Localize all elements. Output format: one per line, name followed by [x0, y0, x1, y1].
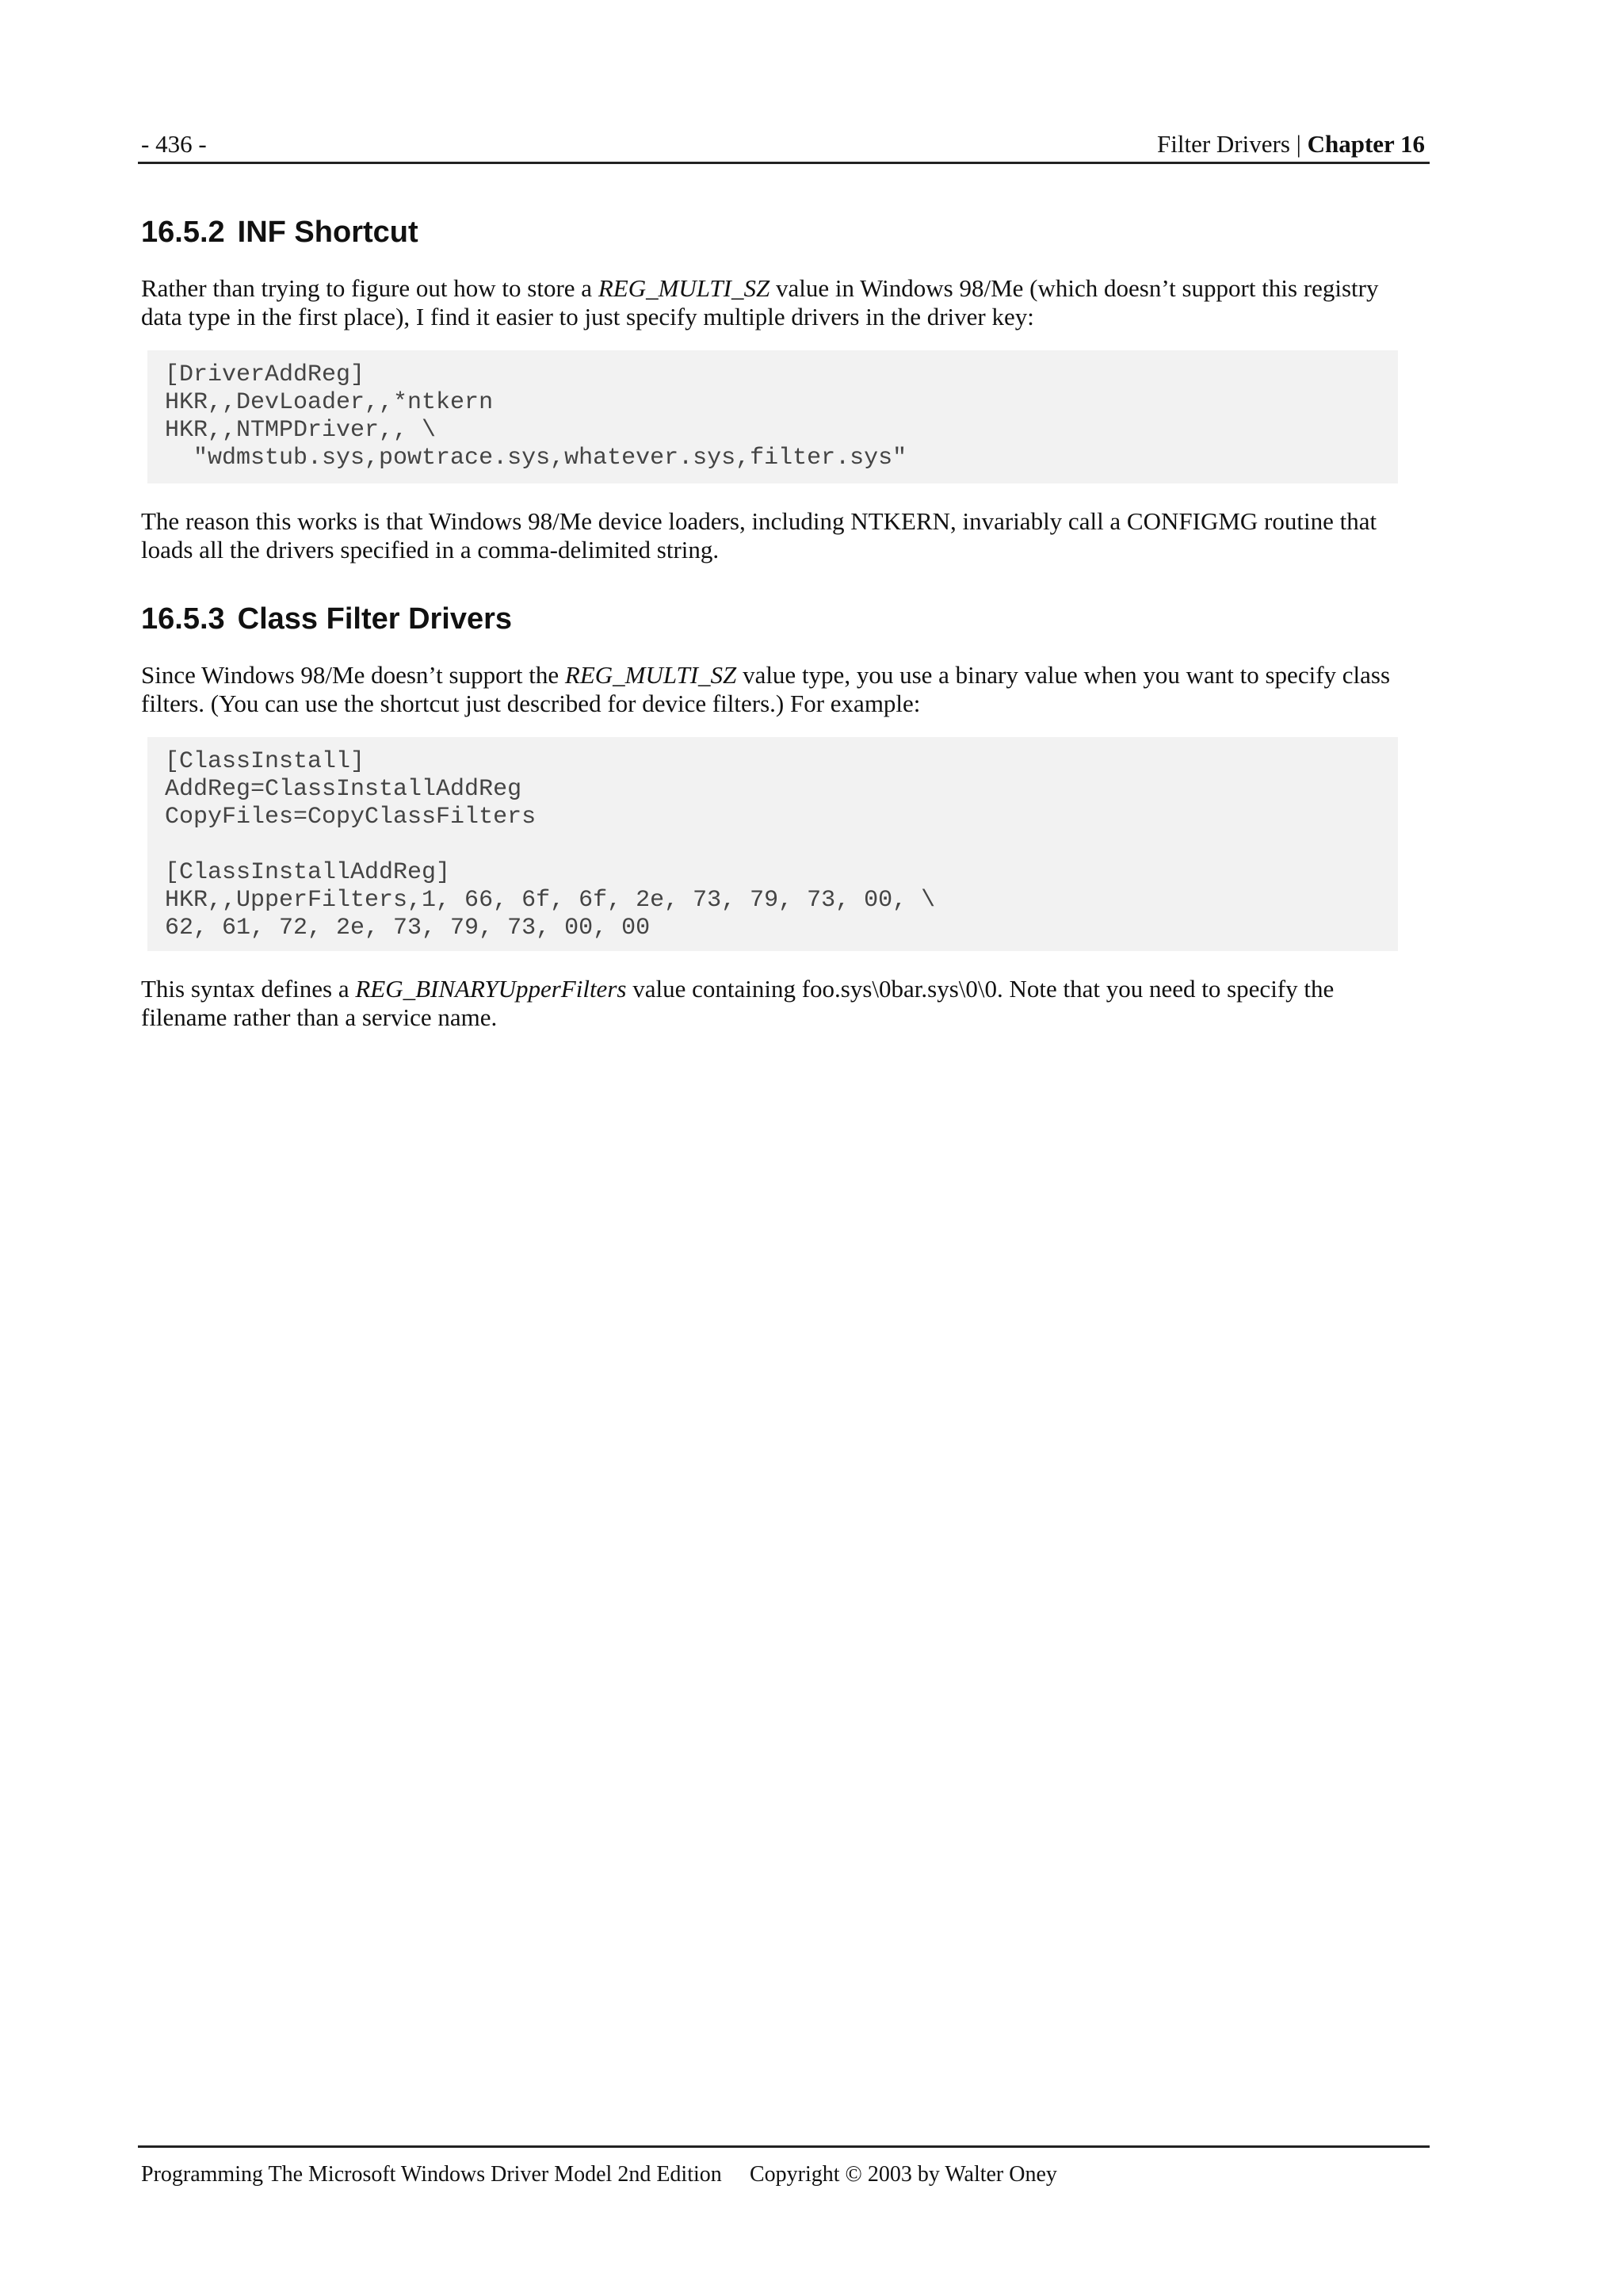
section-heading-class-filter-drivers — [141, 602, 512, 636]
paragraph-text: value type, you use a binary value when you want to specify class filters. (You can use the shortcut just described for device filters.) For example: — [141, 661, 1391, 717]
page-footer — [138, 2145, 1430, 2187]
code-block — [147, 350, 1398, 483]
section-title: INF Shortcut — [237, 216, 418, 249]
running-title — [1157, 130, 1425, 159]
section-number: 16.5.2 — [141, 216, 225, 249]
section-heading-inf-shortcut — [141, 216, 418, 250]
paragraph-text: Rather than trying to figure out how to store a — [141, 274, 598, 302]
running-title-text: Filter Drivers | — [1157, 130, 1308, 158]
copyright-notice: Copyright © 2003 by Walter Oney — [750, 2162, 1057, 2187]
emphasis-text: REG_MULTI_SZ — [564, 661, 737, 689]
code-text: [ClassInstall] AddReg=ClassInstallAddReg CopyFiles=CopyClassFilters [ClassInstallAddReg] HKR,,UpperFilters,1, 66, 6f, 6f, 2e, 73, 79, 73, 00, \ 62, 61, 72, 2e, 73, 79, 73, 00, 00 — [165, 748, 936, 942]
emphasis-text: REG_MULTI_SZ — [598, 274, 770, 302]
paragraph-text: value in Windows 98/Me (which doesn’t support this registry data type in the first place), I find it easier to just specify multiple drivers in the driver key: — [141, 274, 1379, 330]
paragraph-text: Since Windows 98/Me doesn’t support the — [141, 661, 565, 689]
paragraph — [141, 661, 1409, 718]
chapter-label: Chapter 16 — [1307, 130, 1425, 158]
section-title: Class Filter Drivers — [237, 602, 513, 636]
paragraph-text: value containing foo.sys\0bar.sys\0\0. Note that you need to specify the filename rather than a service name. — [141, 975, 1335, 1031]
code-block — [147, 737, 1398, 951]
section-number: 16.5.3 — [141, 602, 225, 636]
paragraph — [141, 975, 1409, 1032]
book-title: Programming The Microsoft Windows Driver Model 2nd Edition — [141, 2162, 722, 2187]
paragraph — [141, 507, 1409, 564]
page-number: - 436 - — [141, 130, 207, 158]
paragraph-text: The reason this works is that Windows 98/Me device loaders, including NTKERN, invariably call a CONFIGMG routine that loads all the drivers specified in a comma-delimited string. — [141, 507, 1377, 563]
paragraph-text: This syntax defines a — [141, 975, 356, 1003]
code-text: [DriverAddReg] HKR,,DevLoader,,*ntkern HKR,,NTMPDriver,, \ "wdmstub.sys,powtrace.sys,whatever.sys,filter.sys" — [165, 361, 907, 472]
paragraph — [141, 274, 1409, 331]
emphasis-text: REG_BINARYUpperFilters — [355, 975, 627, 1003]
page-header — [138, 125, 1430, 164]
